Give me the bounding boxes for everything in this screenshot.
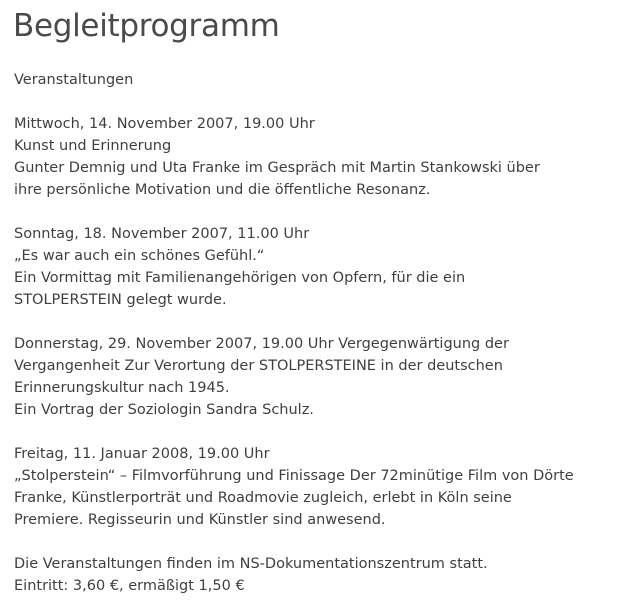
- event-block-4: [14, 443, 614, 531]
- event-description: ihre persönliche Motivation und die öffentliche Resonanz.: [14, 182, 431, 198]
- footer-info: [14, 553, 614, 597]
- event-description: Ein Vortrag der Soziologin Sandra Schulz.: [14, 402, 314, 418]
- event-description: Ein Vormittag mit Familienangehörigen von Opfern, für die ein: [14, 270, 466, 286]
- event-description: Premiere. Regisseurin und Künstler sind anwesend.: [14, 512, 386, 528]
- event-date: Sonntag, 18. November 2007, 11.00 Uhr: [14, 226, 310, 242]
- event-description: „Stolperstein“ – Filmvorführung und Finissage Der 72minütige Film von Dörte: [14, 468, 574, 484]
- event-date: Donnerstag, 29. November 2007, 19.00 Uhr Vergegenwärtigung der: [14, 336, 509, 352]
- event-block-2: [14, 223, 614, 311]
- event-date: Freitag, 11. Januar 2008, 19.00 Uhr: [14, 446, 270, 462]
- event-description: Vergangenheit Zur Verortung der STOLPERSTEINE in der deutschen: [14, 358, 503, 374]
- event-block-1: [14, 113, 614, 201]
- event-title: Kunst und Erinnerung: [14, 138, 172, 154]
- page-content: [14, 0, 614, 597]
- page-title: Begleitprogramm: [13, 8, 280, 44]
- event-title: „Es war auch ein schönes Gefühl.“: [14, 248, 265, 264]
- event-description: STOLPERSTEIN gelegt wurde.: [14, 292, 227, 308]
- venue-note: Die Veranstaltungen finden im NS-Dokumentationszentrum statt.: [14, 556, 488, 572]
- event-description: Erinnerungskultur nach 1945.: [14, 380, 230, 396]
- admission-price: Eintritt: 3,60 €, ermäßigt 1,50 €: [14, 578, 245, 594]
- event-block-3: [14, 333, 614, 421]
- event-description: Franke, Künstlerporträt und Roadmovie zugleich, erlebt in Köln seine: [14, 490, 512, 506]
- event-date: Mittwoch, 14. November 2007, 19.00 Uhr: [14, 116, 315, 132]
- section-subtitle: Veranstaltungen: [14, 72, 134, 88]
- event-description: Gunter Demnig und Uta Franke im Gespräch mit Martin Stankowski über: [14, 160, 540, 176]
